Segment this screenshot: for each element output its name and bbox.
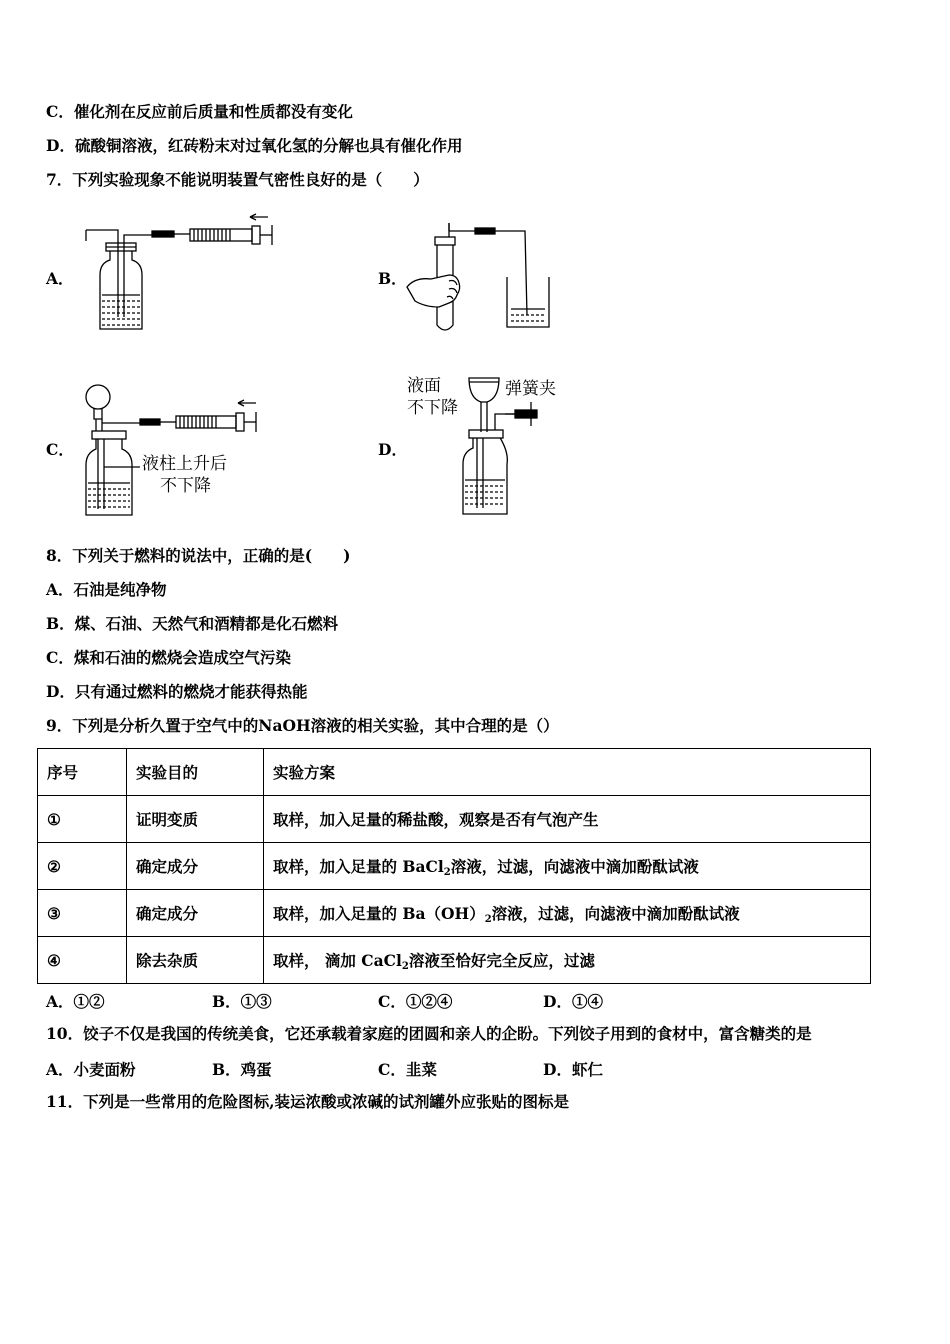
row-purpose: 确定成分 bbox=[127, 843, 264, 890]
row-plan: 取样，加入足量的 $Ba(OH)_2$溶液，过滤，向滤液中滴加酚酞试液 bbox=[264, 890, 871, 937]
q6-option-c: C．催化剂在反应前后质量和性质都没有变化 bbox=[46, 102, 353, 121]
figure-d-label-line2: 不下降 bbox=[407, 398, 458, 418]
row-index: ③ bbox=[38, 890, 127, 937]
figure-d-label-clamp: 弹簧夹 bbox=[505, 379, 556, 399]
figure-c-label-line1: 液柱上升后 bbox=[142, 454, 227, 474]
q8-option-a: A．石油是纯净物 bbox=[46, 580, 167, 599]
q9-answer-b: B．①③ bbox=[212, 992, 272, 1011]
q9-answer-c: C．①②④ bbox=[378, 992, 453, 1011]
q10-answer-b: B．鸡蛋 bbox=[212, 1060, 272, 1079]
question-8: 8．下列关于燃料的说法中，正确的是( ) bbox=[46, 546, 351, 565]
q7-option-b-label: B． bbox=[378, 269, 407, 288]
figure-c-funnel-syringe bbox=[80, 375, 270, 525]
table-row bbox=[38, 890, 871, 937]
figure-c-label-line2: 不下降 bbox=[160, 476, 211, 496]
row-plan: 取样，加入足量的 BaCl$_2$溶液，过滤，向滤液中滴加酚酞试液 bbox=[264, 843, 871, 890]
table-row bbox=[38, 796, 871, 843]
row-index: ① bbox=[38, 796, 127, 843]
q8-option-c: C．煤和石油的燃烧会造成空气污染 bbox=[46, 648, 291, 667]
q9-answer-a: A．①② bbox=[46, 992, 105, 1011]
row-purpose: 确定成分 bbox=[127, 890, 264, 937]
figure-a-bottle-syringe bbox=[80, 205, 280, 335]
question-9: 9．下列是分析久置于空气中的NaOH溶液的相关实验，其中合理的是（） bbox=[46, 716, 559, 735]
question-7: 7．下列实验现象不能说明装置气密性良好的是（ ） bbox=[46, 170, 429, 189]
q9-answer-d: D．①④ bbox=[543, 992, 603, 1011]
q8-option-d: D．只有通过燃料的燃烧才能获得热能 bbox=[46, 682, 308, 701]
q7-option-c-label: C． bbox=[46, 440, 74, 459]
table-row bbox=[38, 937, 871, 984]
experiment-table bbox=[37, 748, 871, 984]
q7-option-a-label: A． bbox=[46, 269, 74, 288]
q6-option-d: D．硫酸铜溶液，红砖粉末对过氧化氢的分解也具有催化作用 bbox=[46, 136, 463, 155]
row-purpose: 证明变质 bbox=[127, 796, 264, 843]
header-purpose: 实验目的 bbox=[127, 749, 264, 796]
header-index: 序号 bbox=[38, 749, 127, 796]
q10-answer-d: D．虾仁 bbox=[543, 1060, 603, 1079]
figure-b-test-tube-beaker bbox=[405, 215, 565, 335]
question-10: 10．饺子不仅是我国的传统美食，它还承载着家庭的团圆和亲人的企盼。下列饺子用到的食材中，富含糖类的是 bbox=[46, 1024, 812, 1043]
q8-option-b: B．煤、石油、天然气和酒精都是化石燃料 bbox=[46, 614, 339, 633]
row-index: ② bbox=[38, 843, 127, 890]
row-plan: 取样，加入足量的稀盐酸，观察是否有气泡产生 bbox=[264, 796, 871, 843]
q7-option-d-label: D． bbox=[378, 440, 407, 459]
figure-d-label-line1: 液面 bbox=[407, 376, 441, 396]
row-purpose: 除去杂质 bbox=[127, 937, 264, 984]
q10-answer-c: C．韭菜 bbox=[378, 1060, 437, 1079]
row-index: ④ bbox=[38, 937, 127, 984]
header-plan: 实验方案 bbox=[264, 749, 871, 796]
table-row bbox=[38, 843, 871, 890]
q10-answer-a: A．小麦面粉 bbox=[46, 1060, 136, 1079]
question-11: 11．下列是一些常用的危险图标,装运浓酸或浓碱的试剂罐外应张贴的图标是 bbox=[46, 1092, 569, 1111]
row-plan: 取样， 滴加 CaCl$_2$溶液至恰好完全反应，过滤 bbox=[264, 937, 871, 984]
table-header-row bbox=[38, 749, 871, 796]
